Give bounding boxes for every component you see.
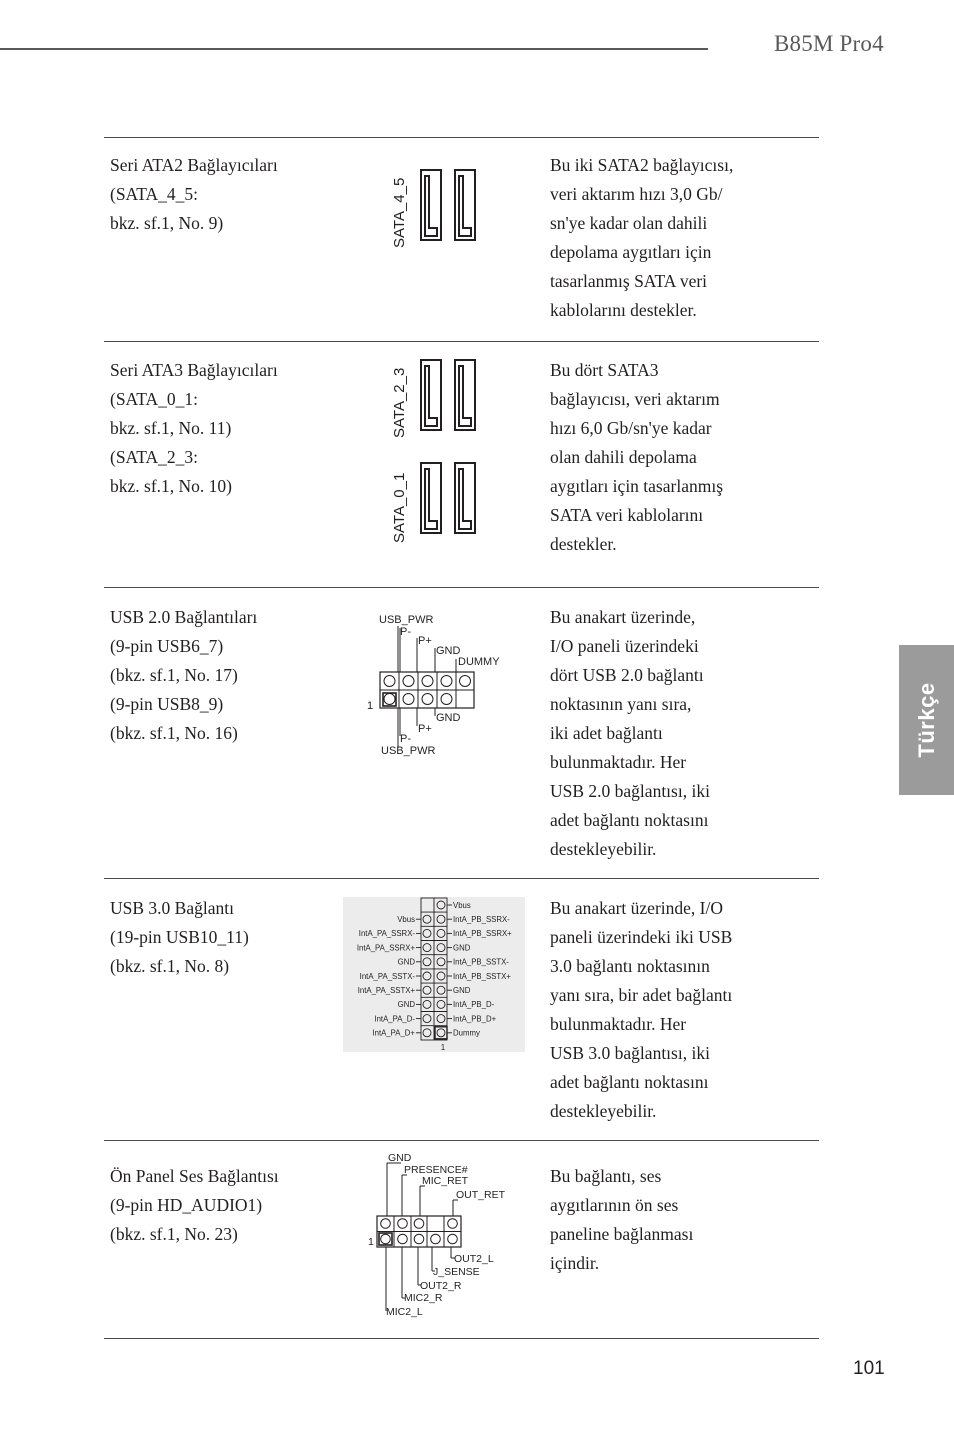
text-line: USB 2.0 Bağlantıları <box>110 607 258 627</box>
pin-label: USB_PWR <box>379 614 434 626</box>
text-line: paneli üzerindeki iki USB <box>550 927 733 947</box>
pin-label: IntA_PB_D- <box>453 1000 495 1010</box>
row-audio-description <box>550 1162 780 1278</box>
text-line: (9-pin USB8_9) <box>110 694 224 714</box>
table-rule <box>104 341 819 342</box>
text-line: destekler. <box>550 534 617 554</box>
text-line: veri aktarım hızı 3,0 Gb/ <box>550 184 723 204</box>
text-line: bağlayıcısı, veri aktarım <box>550 389 720 409</box>
text-line: dört USB 2.0 bağlantı <box>550 665 704 685</box>
pin-label: Dummy <box>453 1028 480 1038</box>
text-line: bkz. sf.1, No. 9) <box>110 213 224 233</box>
pin-label: OUT_RET <box>456 1189 506 1201</box>
text-line: SATA veri kablolarını <box>550 505 704 525</box>
pin-label: USB_PWR <box>381 745 436 757</box>
pin-label: P- <box>400 626 411 638</box>
text-line: hızı 6,0 Gb/sn'ye kadar <box>550 418 712 438</box>
text-line: (bkz. sf.1, No. 17) <box>110 665 238 685</box>
text-line: bulunmaktadır. Her <box>550 752 687 772</box>
text-line: (SATA_2_3: <box>110 447 199 467</box>
sata-port-icon <box>421 463 441 533</box>
pin-label: P+ <box>418 635 432 647</box>
text-line: destekleyebilir. <box>550 1101 657 1121</box>
text-line: noktasının yanı sıra, <box>550 694 692 714</box>
pin-label: IntA_PA_SSRX- <box>358 929 415 939</box>
row-sata3-description <box>550 356 780 559</box>
sata-port-icon <box>455 360 475 430</box>
pin-label: IntA_PA_SSRX+ <box>356 943 415 953</box>
text-line: (19-pin USB10_11) <box>110 927 249 947</box>
text-line: 3.0 bağlantı noktasının <box>550 956 710 976</box>
pin-label: GND <box>436 645 461 657</box>
pin-label: IntA_PA_D- <box>374 1014 415 1024</box>
text-line: depolama aygıtları için <box>550 242 712 262</box>
pin-label: Vbus <box>397 915 415 924</box>
pin-label: GND <box>388 1152 412 1164</box>
diagram-label: SATA_2_3 <box>391 367 408 438</box>
text-line: bkz. sf.1, No. 10) <box>110 476 232 496</box>
sata-port-icon <box>455 170 475 240</box>
pin-one-label: 1 <box>367 700 374 712</box>
row-sata3-title <box>110 356 340 501</box>
text-line: paneline bağlanması <box>550 1224 694 1244</box>
pin-label: MIC2_R <box>404 1292 443 1304</box>
pin-label: P+ <box>418 723 432 735</box>
row-audio-title <box>110 1162 340 1249</box>
text-line: bkz. sf.1, No. 11) <box>110 418 232 438</box>
pin-label: DUMMY <box>458 656 500 668</box>
pin-label: IntA_PB_SSTX- <box>453 957 509 967</box>
table-rule <box>104 587 819 588</box>
language-tab-label: Türkçe <box>913 682 939 758</box>
text-line: (SATA_0_1: <box>110 389 199 409</box>
pin-label: Vbus <box>453 900 471 910</box>
usb2-header-pinout <box>362 608 512 760</box>
sata-port-icon <box>421 360 441 430</box>
text-line: Bu dört SATA3 <box>550 360 659 380</box>
table-rule <box>104 878 819 879</box>
text-line: (SATA_4_5: <box>110 184 199 204</box>
language-side-tab <box>899 645 954 795</box>
text-line: Seri ATA3 Bağlayıcıları <box>110 360 278 380</box>
pin-one-label: 1 <box>368 1236 374 1248</box>
text-line: USB 3.0 Bağlantı <box>110 898 234 918</box>
pin-label: IntA_PB_SSTX+ <box>453 971 511 981</box>
pin-label: MIC_RET <box>422 1175 469 1187</box>
header-rule <box>0 48 708 50</box>
sata-port-icon <box>455 463 475 533</box>
pin-label: OUT2_R <box>420 1280 462 1292</box>
text-line: olan dahili depolama <box>550 447 697 467</box>
text-line: Bu bağlantı, ses <box>550 1166 662 1186</box>
model-title: B85M Pro4 <box>774 31 884 56</box>
diagram-label: SATA_0_1 <box>391 472 408 543</box>
text-line: sn'ye kadar olan dahili <box>550 213 708 233</box>
row-usb3-description <box>550 894 780 1126</box>
text-line: (bkz. sf.1, No. 23) <box>110 1224 238 1244</box>
sata-port-icon <box>421 170 441 240</box>
row-usb3-title <box>110 894 340 981</box>
text-line: aygıtları için tasarlanmış <box>550 476 724 496</box>
pin-label: GND <box>436 712 461 724</box>
pin-label: IntA_PB_SSRX+ <box>453 929 512 939</box>
row-sata2-description <box>550 151 780 325</box>
text-line: (9-pin HD_AUDIO1) <box>110 1195 263 1215</box>
text-line: iki adet bağlantı <box>550 723 663 743</box>
pin-label: IntA_PA_D+ <box>372 1028 415 1038</box>
table-rule <box>104 137 819 138</box>
table-rule <box>104 1140 819 1141</box>
sata3-connector-diagram <box>380 350 490 550</box>
text-line: destekleyebilir. <box>550 839 657 859</box>
text-line: aygıtlarının ön ses <box>550 1195 679 1215</box>
text-line: (bkz. sf.1, No. 8) <box>110 956 230 976</box>
text-line: kablolarını destekler. <box>550 300 697 320</box>
pin-label: IntA_PB_SSRX- <box>453 915 510 924</box>
row-sata2-title <box>110 151 340 238</box>
text-line: tasarlanmış SATA veri <box>550 271 708 291</box>
pin-label: IntA_PA_SSTX+ <box>357 986 415 995</box>
diagram-label: SATA_4_5 <box>391 177 408 248</box>
pin-label: IntA_PA_SSTX- <box>359 971 415 981</box>
pin-label: GND <box>453 943 471 953</box>
text-line: yanı sıra, bir adet bağlantı <box>550 985 733 1005</box>
pin-label: MIC2_L <box>386 1306 423 1318</box>
usb3-header-pinout <box>343 897 525 1052</box>
pin-label: GND <box>453 986 471 995</box>
sata2-connector-diagram <box>380 160 490 250</box>
table-rule <box>104 1338 819 1339</box>
text-line: bulunmaktadır. Her <box>550 1014 687 1034</box>
text-line: Bu anakart üzerinde, <box>550 607 696 627</box>
text-line: USB 3.0 bağlantısı, iki <box>550 1043 710 1063</box>
row-usb2-description <box>550 603 780 864</box>
text-line: (bkz. sf.1, No. 16) <box>110 723 238 743</box>
pin-label: GND <box>397 957 415 967</box>
pin-label: P- <box>400 733 411 745</box>
pin-label: J_SENSE <box>433 1266 480 1278</box>
pin-label: OUT2_L <box>454 1253 494 1265</box>
text-line: Ön Panel Ses Bağlantısı <box>110 1166 279 1186</box>
pin-label: GND <box>397 1000 415 1010</box>
pin-one-label: 1 <box>440 1043 446 1052</box>
text-line: içindir. <box>550 1253 600 1273</box>
pin-label: PRESENCE# <box>404 1164 468 1176</box>
hd-audio-header-pinout <box>365 1148 515 1320</box>
text-line: I/O paneli üzerindeki <box>550 636 699 656</box>
text-line: adet bağlantı noktasını <box>550 810 709 830</box>
text-line: Seri ATA2 Bağlayıcıları <box>110 155 278 175</box>
text-line: Bu iki SATA2 bağlayıcısı, <box>550 155 734 175</box>
text-line: USB 2.0 bağlantısı, iki <box>550 781 710 801</box>
text-line: (9-pin USB6_7) <box>110 636 224 656</box>
pin-label: IntA_PB_D+ <box>453 1014 497 1024</box>
row-usb2-title <box>110 603 340 748</box>
text-line: adet bağlantı noktasını <box>550 1072 709 1092</box>
page-number: 101 <box>853 1358 885 1379</box>
text-line: Bu anakart üzerinde, I/O <box>550 898 723 918</box>
